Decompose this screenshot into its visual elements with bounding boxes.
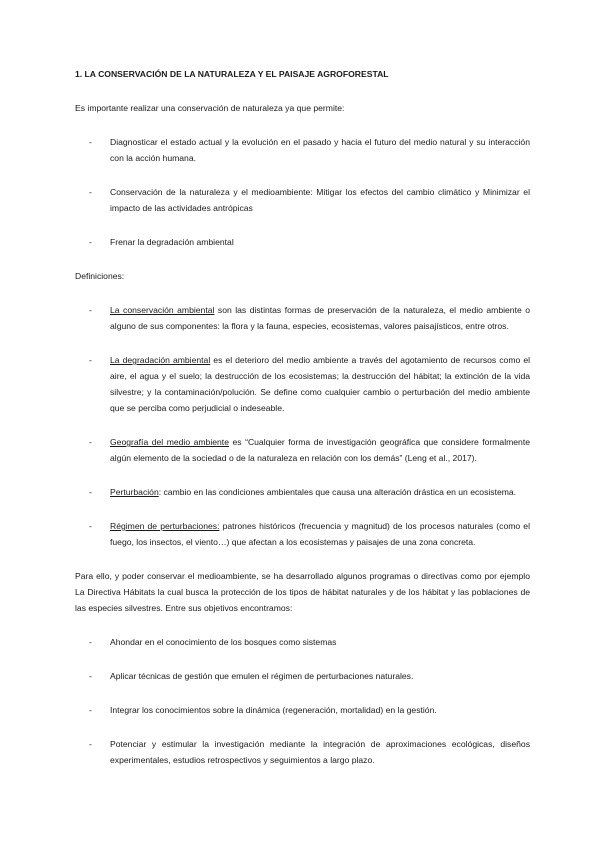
dash-bullet: -: [89, 487, 92, 497]
definition-item: [75, 352, 530, 416]
section-heading: 1. LA CONSERVACIÓN DE LA NATURALEZA Y EL PAISAJE AGROFORESTAL: [75, 69, 389, 79]
dash-bullet: -: [89, 671, 92, 681]
definition-term: La degradación ambiental: [110, 355, 211, 365]
directive-paragraph: Para ello, y poder conservar el medioambiente, se ha desarrollado algunos programas o directivas como por ejemplo La Directiva Hábitats la cual busca la protección de los tipos de hábitat naturales y de los hábitat y las poblaciones de las especies silvestres. Entre sus objetivos encontramos:: [75, 571, 530, 613]
dash-bullet: -: [89, 137, 92, 147]
list-item-text: Diagnosticar el estado actual y la evolución en el pasado y hacia el futuro del medio natural y su interacción con la acción humana.: [110, 137, 530, 163]
list-item-text: Conservación de la naturaleza y el medioambiente: Mitigar los efectos del cambio climático y Minimizar el impacto de las actividades antrópicas: [110, 187, 530, 213]
definition-text: son las distintas formas de preservación de la naturaleza, el medio ambiente o alguno de sus componentes: la flora y la fauna, especies, ecosistemas, valores paisajísticos, entre otros.: [110, 305, 530, 331]
definition-item: [75, 302, 530, 334]
definition-term: Régimen de perturbaciones:: [110, 521, 220, 531]
definition-text: : cambio en las condiciones ambientales que causa una alteración drástica en un ecosistema.: [158, 487, 517, 497]
definition-text: es “Cualquier forma de investigación geográfica que considere formalmente algún elemento de la sociedad o de la naturaleza en relación con los demás” (Leng et al., 2017).: [110, 437, 530, 463]
objectives-list: [75, 634, 530, 768]
list-item-text: Ahondar en el conocimiento de los bosques como sistemas: [110, 637, 337, 647]
definitions-list: [75, 302, 530, 550]
definition-item: [75, 518, 530, 550]
definition-text: es el deterioro del medio ambiente a través del agotamiento de recursos como el aire, el agua y el suelo; la destrucción de los ecosistemas; la destrucción del hábitat; la extinción de la vida silvestre; y la contaminación/polución. Se define como cualquier cambio o perturbación del medio ambiente que se perciba como perjudicial o indeseable.: [110, 355, 531, 413]
definition-term: La conservación ambiental: [110, 305, 215, 315]
list-item-text: Frenar la degradación ambiental: [110, 237, 234, 247]
list-item: [75, 184, 530, 216]
intro-paragraph: Es importante realizar una conservación de naturaleza ya que permite:: [75, 103, 345, 113]
list-item-text: Aplicar técnicas de gestión que emulen el régimen de perturbaciones naturales.: [110, 671, 414, 681]
definition-text: patrones históricos (frecuencia y magnitud) de los procesos naturales (como el fuego, los insectos, el viento…) que afectan a los ecosistemas y paisajes de una zona concreta.: [110, 521, 530, 547]
dash-bullet: -: [89, 355, 92, 365]
dash-bullet: -: [89, 637, 92, 647]
dash-bullet: -: [89, 739, 92, 749]
document-page: [75, 66, 530, 786]
definition-item: [75, 434, 530, 466]
dash-bullet: -: [89, 437, 92, 447]
dash-bullet: -: [89, 237, 92, 247]
definition-item: [75, 484, 530, 500]
list-item: [75, 736, 530, 768]
definition-term: Perturbación: [110, 487, 159, 497]
list-item: [75, 234, 530, 250]
definitions-label: Definiciones:: [75, 271, 125, 281]
list-item-text: Integrar los conocimientos sobre la dinámica (regeneración, mortalidad) en la gestión.: [110, 705, 437, 715]
benefits-list: [75, 134, 530, 250]
list-item-text: Potenciar y estimular la investigación mediante la integración de aproximaciones ecológicas, diseños experimentales, estudios retrospectivos y seguimientos a largo plazo.: [110, 739, 530, 765]
dash-bullet: -: [89, 187, 92, 197]
list-item: [75, 702, 530, 718]
list-item: [75, 134, 530, 166]
list-item: [75, 668, 530, 684]
list-item: [75, 634, 530, 650]
definition-term: Geografía del medio ambiente: [110, 437, 229, 447]
dash-bullet: -: [89, 305, 92, 315]
dash-bullet: -: [89, 521, 92, 531]
dash-bullet: -: [89, 705, 92, 715]
